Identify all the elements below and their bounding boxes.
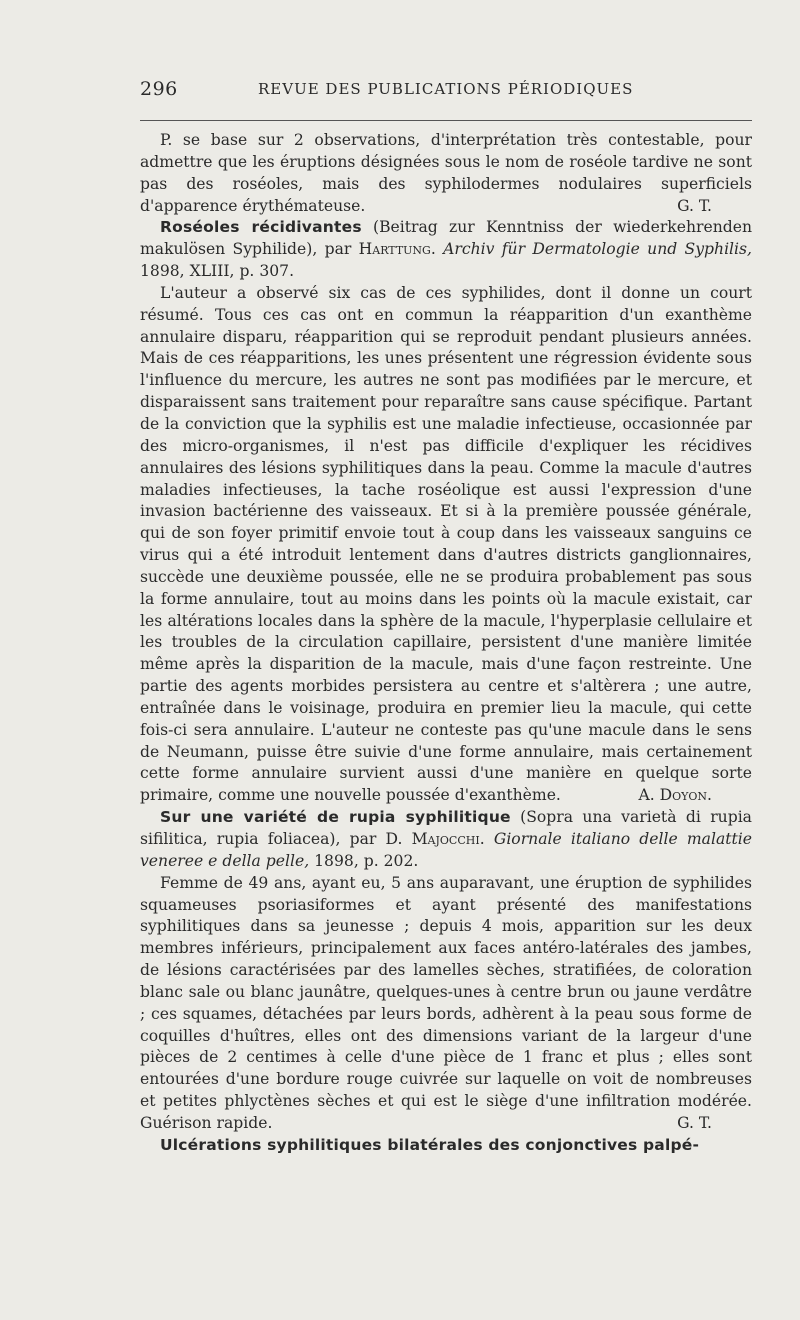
signature: A. Doyon. <box>638 786 712 805</box>
entry-journal: Giornale italiano delle malattie veneree e della pelle, <box>140 830 752 870</box>
entry-ref: 1898, p. 202. <box>309 851 419 870</box>
entry-sep: . <box>430 240 444 259</box>
paragraph-text: P. se base sur 2 observations, d'interprétation très contestable, pour admettre que les éruptions désignées sous le nom de roséole tardive ne sont pas des roséoles, mais des syphilodermes nodulaires superficiels d'apparence érythémateuse. <box>140 131 752 215</box>
header-rule <box>140 120 752 121</box>
signature: G. T. <box>677 1113 712 1132</box>
paragraph <box>140 130 752 217</box>
paragraph-text: Femme de 49 ans, ayant eu, 5 ans auparavant, une éruption de syphilides squameuses psoriasiformes et ayant présenté des manifestations syphilitiques dans sa jeunesse ; depuis 4 mois, apparition sur les deux membres inférieurs, principalement aux faces antéro-latérales des jambes, de lésions caractérisées par des lamelles sèches, stratifiées, de coloration blanc sale ou blanc jaunâtre, quelques-unes à centre brun ou jaune verdâtre ; ces squames, détachées par leurs bords, adhèrent à la peau sous forme de coquilles d'huîtres, elles ont des dimensions variant de la largeur d'une pièces de 2 centimes à celle d'une pièce de 1 franc et plus ; elles sont entourées d'une bordure rouge cuivrée sur laquelle on voit de nombreuses et petites phlyctènes sèches et qui est le siège d'une infiltration modérée. Guérison rapide. <box>140 873 752 1132</box>
entry-journal: Archiv für Dermatologie und Syphilis, <box>443 240 752 259</box>
paragraph <box>140 283 752 807</box>
paragraph <box>140 873 752 1135</box>
entry-citation: (Sopra una varietà di rupia sifilitica, rupia foliacea), par D. <box>140 808 752 848</box>
entry-heading <box>140 1135 752 1157</box>
entry-heading <box>140 807 752 873</box>
entry-heading <box>140 217 752 283</box>
entry-citation: (Beitrag zur Kenntniss der wiederkehrenden makulösen Syphilide), par <box>140 218 752 259</box>
entry-title: Sur une variété de rupia syphilitique <box>160 808 511 827</box>
entry-title: Roséoles récidivantes <box>160 218 362 237</box>
article-body <box>140 130 752 1157</box>
entry-author: Harttung <box>358 240 431 259</box>
paragraph-text: L'auteur a observé six cas de ces syphilides, dont il donne un court résumé. Tous ces cas ont en commun la réapparition d'un exanthème annulaire disparu, réapparition qui se reproduit pendant plusieurs années. Mais de ces réapparitions, les unes présentent une régression évidente sous l'influence du mercure, les autres ne sont pas modifiées par le mercure, et disparaissent sans traitement pour reparaître sans cause spécifique. Partant de la conviction que la syphilis est une maladie infectieuse, occasionnée par des micro-organismes, il n'est pas difficile d'expliquer les récidives annulaires des lésions syphilitiques dans la peau. Comme la macule d'autres maladies infectieuses, la tache roséolique est aussi l'expression d'une invasion bactérienne des vaisseaux. Et si à la première poussée générale, qui de son foyer primitif envoie tout à coup dans les vaisseaux sanguins ce virus qui a été introduit lentement dans d'autres districts ganglionnaires, succède une deuxième poussée, elle ne se produira probablement pas sous la forme annulaire, tout au moins dans les points où la macule existait, car les altérations locales dans la sphère de la macule, l'hyperplasie cellulaire et les troubles de la circulation capillaire, persistent d'une manière limitée même après la disparition de la macule, mais d'une façon restreinte. Une partie des agents morbides persistera au centre et s'altèrera ; une autre, entraînée dans le voisinage, produira en premier lieu la macule, qui cette fois-ci sera annulaire. L'auteur ne conteste pas qu'une macule dans le sens de Neumann, puisse être suivie d'une forme annulaire, mais certainement cette forme annulaire survient aussi d'une manière en quelque sorte primaire, comme une nouvelle poussée d'exanthème. <box>140 283 752 805</box>
entry-author: Majocchi <box>411 830 480 848</box>
page-number: 296 <box>140 78 178 100</box>
entry-title: Ulcérations syphilitiques bilatérales des conjonctives palpé- <box>160 1135 700 1154</box>
page-header <box>140 78 752 104</box>
running-head: REVUE DES PUBLICATIONS PÉRIODIQUES <box>258 80 634 98</box>
entry-sep: . <box>479 830 494 848</box>
signature: G. T. <box>677 196 712 215</box>
entry-ref: 1898, XLIII, p. 307. <box>140 262 295 281</box>
